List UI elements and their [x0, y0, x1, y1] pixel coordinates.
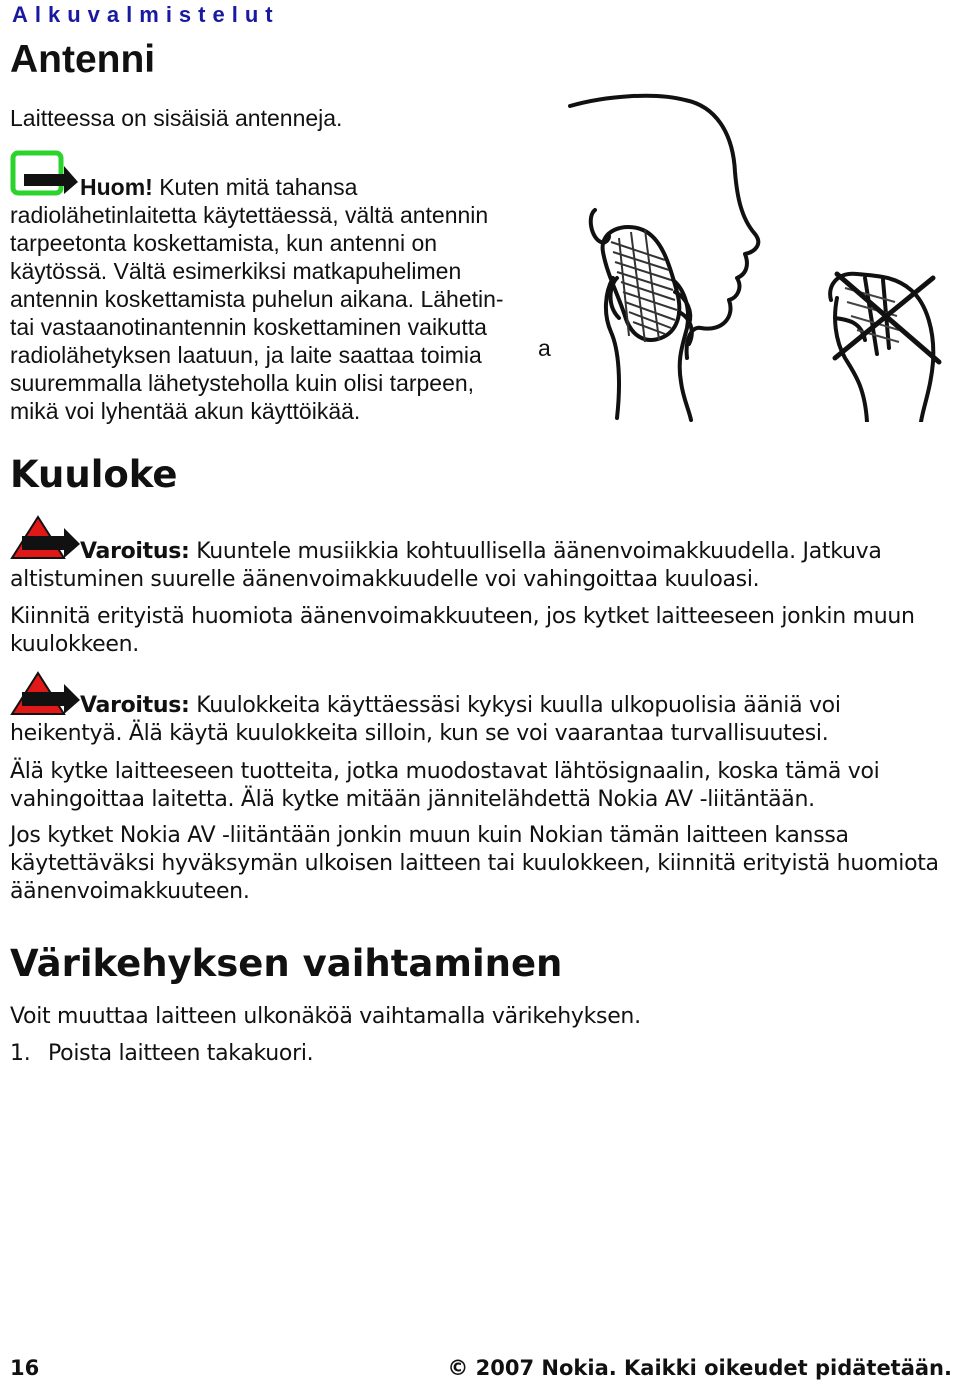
stray-letter: a: [538, 335, 551, 361]
note-line: tarpeetonta koskettamista, kun antenni on: [10, 230, 438, 256]
note-line: antennin koskettamista puhelun aikana. Lähetin-: [10, 286, 504, 312]
note-label: Huom!: [80, 174, 153, 200]
paragraph-line: vahingoittaa laitetta. Älä kytke mitään jännitelähdettä Nokia AV -liitäntään.: [10, 787, 815, 812]
paragraph-line: kuulokkeen.: [10, 632, 139, 657]
warning-line: heikentyä. Älä käytä kuulokkeita silloin, kun se voi vaarantaa turvallisuutesi.: [10, 721, 829, 746]
antenna-usage-illustration: [565, 92, 955, 422]
step-number: 1.: [10, 1041, 31, 1066]
note-line: Kuten mitä tahansa: [159, 174, 358, 200]
page-number: 16: [10, 1356, 40, 1380]
warning-line: Kuulokkeita käyttäessäsi kykysi kuulla ulkopuolisia ääniä voi: [196, 693, 841, 718]
note-line: radiolähetyksen laatuun, ja laite saattaa toimia: [10, 342, 482, 368]
warning-label: Varoitus:: [80, 693, 190, 718]
step-text: Poista laitteen takakuori.: [48, 1041, 314, 1066]
note-line: mikä voi lyhentää akun käyttöikää.: [10, 398, 361, 424]
warning-icon: [10, 670, 82, 718]
section-header: Alkuvalmistelut: [12, 2, 280, 27]
cover-intro: Voit muuttaa laitteen ulkonäköä vaihtamalla värikehyksen.: [10, 1004, 641, 1029]
warning-icon: [10, 514, 82, 562]
paragraph-line: Älä kytke laitteeseen tuotteita, jotka muodostavat lähtösignaalin, koska tämä voi: [10, 759, 880, 784]
paragraph-line: käytettäväksi hyväksymän ulkoisen laitteen tai kuulokkeen, kiinnitä erityistä huomiota: [10, 851, 939, 876]
page-title-antenna: Antenni: [10, 38, 156, 81]
warning-line: Kuuntele musiikkia kohtuullisella äänenvoimakkuudella. Jatkuva: [196, 539, 882, 564]
note-line: suuremmalla lähetysteholla kuin olisi tarpeen,: [10, 370, 475, 396]
warning-line: altistuminen suurelle äänenvoimakkuudelle voi vahingoittaa kuuloasi.: [10, 567, 760, 592]
note-line: tai vastaanotinantennin koskettaminen vaikutta: [10, 314, 487, 340]
copyright: © 2007 Nokia. Kaikki oikeudet pidätetään.: [447, 1356, 952, 1380]
warning-label: Varoitus:: [80, 539, 190, 564]
note-line: käytössä. Vältä esimerkiksi matkapuhelimen: [10, 258, 462, 284]
note-icon: [10, 150, 80, 198]
paragraph-line: Kiinnitä erityistä huomiota äänenvoimakkuuteen, jos kytket laitteeseen jonkin muun: [10, 604, 915, 629]
note-line: radiolähetinlaitetta käytettäessä, vältä antennin: [10, 202, 489, 228]
antenna-intro: Laitteessa on sisäisiä antenneja.: [10, 105, 343, 131]
section-title-cover: Värikehyksen vaihtaminen: [10, 942, 563, 985]
paragraph-line: äänenvoimakkuuteen.: [10, 879, 250, 904]
paragraph-line: Jos kytket Nokia AV -liitäntään jonkin muun kuin Nokian tämän laitteen kanssa: [10, 823, 849, 848]
section-title-headset: Kuuloke: [10, 453, 178, 496]
